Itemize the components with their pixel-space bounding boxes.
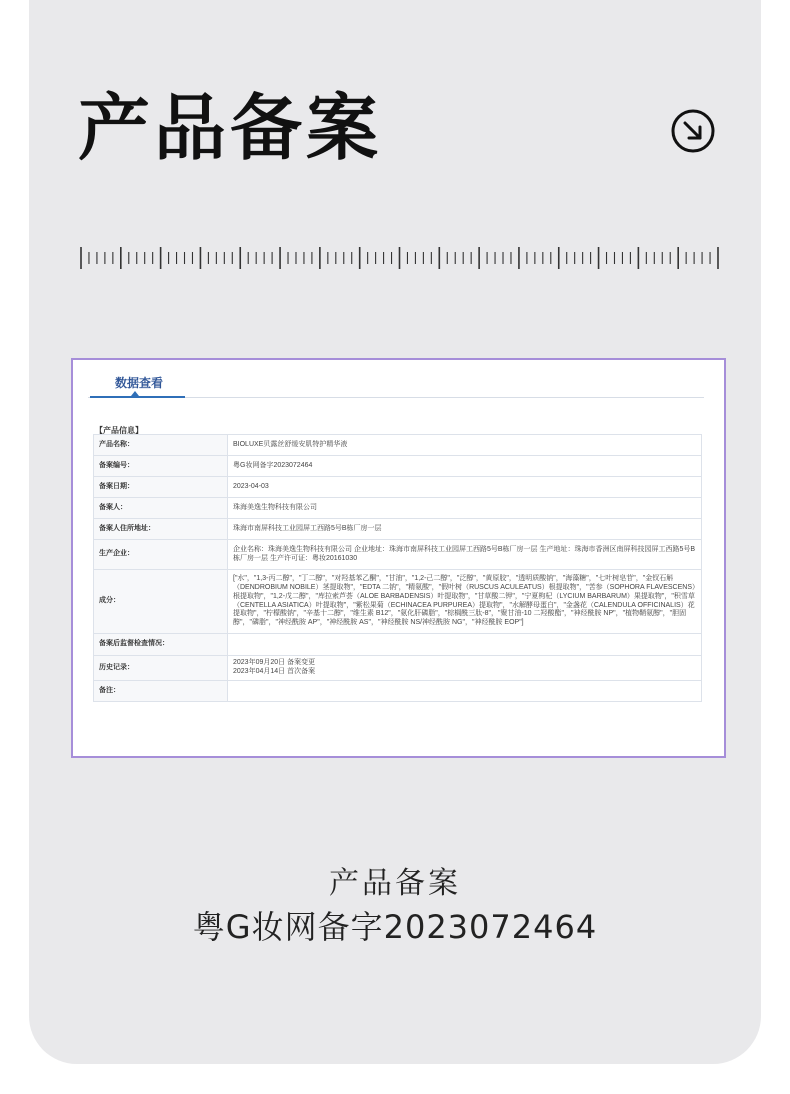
tab-data-view[interactable]: 数据查看 (115, 376, 164, 390)
table-row (94, 498, 702, 519)
row-value: 2023-04-03 (228, 477, 702, 498)
row-label: 备案日期： (94, 477, 228, 498)
tab-caret-icon (131, 391, 139, 396)
row-value: 珠海市南屏科技工业园屏工西路5号B栋厂房一层 (228, 519, 702, 540)
row-value: ["水"，"1,3-丙二醇"，"丁二醇"，"对羟基苯乙酮"，"甘油"，"1,2-己二醇"，"泛醇"，"黄原胶"，"透明质酸钠"，"海藻糖"，"七叶树皂苷"，"金钗石斛（DENDROBIUM NOBILE）茎提取物"，"EDTA 二钠"，"精氨酸"，"假叶树（RUSCUS ACULEATUS）根提取物"，"苦参（SOPHORA FLAVESCENS）根提取物"，"1,2-戊二醇"，"库拉索芦荟（ALOE BARBADENSIS）叶提取物"，"甘草酸二钾"，"宁夏枸杞（LYCIUM BARBARUM）果提取物"，"积雪草（CENTELLA ASIATICA）叶提取物"，"紫松果菊（ECHINACEA PURPUREA）提取物"，"水解酵母蛋白"，"金盏花（CALENDULA OFFICINALIS）花提取物"，"柠檬酸钠"，"辛基十二醇"，"维生素 B12"，"氨化肝磷脂"，"棕榈酰三肽-8"，"聚甘油-10 二羟酸酯"，"神经酰胺 NP"，"植物鞘氨醇"，"胆固醇"，"磷脂"，"神经酰胺 AP"，"神经酰胺 AS"，"神经酰胺 NS/神经酰胺 NG"，"神经酰胺 EOP"] (228, 570, 702, 634)
caption-title: 产品备案 (329, 866, 461, 901)
table-row (94, 570, 702, 634)
table-row (94, 435, 702, 456)
row-value: 2023年09月20日 备案变更 2023年04月14日 首次备案 (228, 656, 702, 681)
table-row (94, 519, 702, 540)
row-label: 成分： (94, 570, 228, 634)
row-value: BIOLUXE贝露丝舒缓安肌特护精华液 (228, 435, 702, 456)
ruler-decoration (80, 244, 720, 274)
page-title: 产品备案 (78, 86, 383, 170)
row-value (228, 681, 702, 702)
row-label: 备案人住所地址： (94, 519, 228, 540)
table-row (94, 540, 702, 570)
table-row (94, 681, 702, 702)
row-value: 企业名称：珠海美逸生物科技有限公司 企业地址：珠海市南屏科技工业园屏工西路5号B栋厂房一层 生产地址：珠海市香洲区南屏科技园屏工西路5号B栋厂房一层 生产许可证：粤妆20161030 (228, 540, 702, 570)
row-label: 备案编号： (94, 456, 228, 477)
table-row (94, 656, 702, 681)
caption-record-number: 粤G妆网备字2023072464 (192, 908, 598, 946)
table-row (94, 477, 702, 498)
row-label: 产品名称： (94, 435, 228, 456)
row-value (228, 634, 702, 656)
row-value: 粤G妆网备字2023072464 (228, 456, 702, 477)
table-row (94, 456, 702, 477)
row-label: 生产企业： (94, 540, 228, 570)
row-value: 珠海美逸生物科技有限公司 (228, 498, 702, 519)
row-label: 备注： (94, 681, 228, 702)
row-label: 备案后监督检查情况： (94, 634, 228, 656)
arrow-down-right-circle-icon[interactable] (670, 108, 716, 154)
tab-active-indicator (90, 396, 185, 398)
section-label: 【产品信息】 (95, 426, 143, 435)
row-label: 历史记录： (94, 656, 228, 681)
row-label: 备案人： (94, 498, 228, 519)
product-info-table (93, 434, 702, 702)
table-row (94, 634, 702, 656)
